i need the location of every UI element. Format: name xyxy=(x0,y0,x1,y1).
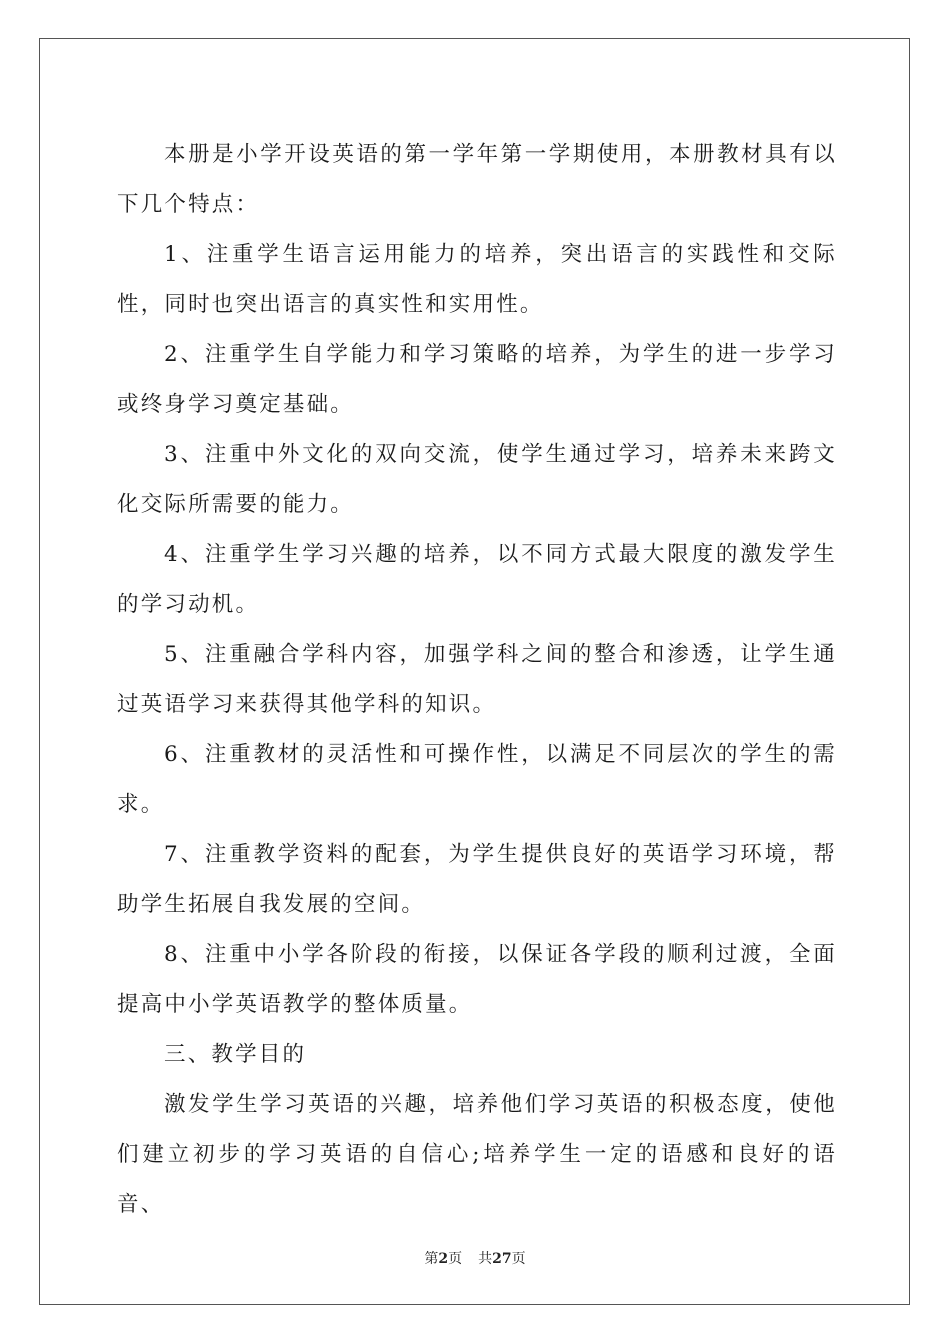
footer-page-number: 2 xyxy=(438,1251,449,1267)
paragraph-feature-1: 1、注重学生语言运用能力的培养，突出语言的实践性和交际性，同时也突出语言的真实性和实用性。 xyxy=(117,242,837,317)
paragraph-intro: 本册是小学开设英语的第一学年第一学期使用，本册教材具有以下几个特点： xyxy=(117,142,837,217)
paragraph-feature-3: 3、注重中外文化的双向交流，使学生通过学习，培养未来跨文化交际所需要的能力。 xyxy=(117,442,837,517)
footer-total-prefix: 共 xyxy=(478,1251,493,1267)
paragraph-feature-2: 2、注重学生自学能力和学习策略的培养，为学生的进一步学习或终身学习奠定基础。 xyxy=(117,342,837,417)
paragraph-feature-8: 8、注重中小学各阶段的衔接，以保证各学段的顺利过渡，全面提高中小学英语教学的整体质量。 xyxy=(117,942,837,1017)
footer-page-prefix: 第 xyxy=(424,1251,439,1267)
footer-total-suffix: 页 xyxy=(511,1251,526,1267)
paragraph-feature-5: 5、注重融合学科内容，加强学科之间的整合和渗透，让学生通过英语学习来获得其他学科的知识。 xyxy=(117,642,837,717)
footer-total-pages: 27 xyxy=(492,1251,512,1267)
footer-page-suffix: 页 xyxy=(448,1251,463,1267)
page-footer xyxy=(0,1248,950,1268)
paragraph-feature-6: 6、注重教材的灵活性和可操作性，以满足不同层次的学生的需求。 xyxy=(117,742,837,817)
paragraph-feature-4: 4、注重学生学习兴趣的培养，以不同方式最大限度的激发学生的学习动机。 xyxy=(117,542,837,617)
document-body xyxy=(117,130,837,1230)
paragraph-teaching-goals: 激发学生学习英语的兴趣，培养他们学习英语的积极态度，使他们建立初步的学习英语的自信心;培养学生一定的语感和良好的语音、 xyxy=(117,1092,837,1217)
paragraph-feature-7: 7、注重教学资料的配套，为学生提供良好的英语学习环境，帮助学生拓展自我发展的空间。 xyxy=(117,842,837,917)
section-heading-teaching-goals: 三、教学目的 xyxy=(164,1042,307,1067)
